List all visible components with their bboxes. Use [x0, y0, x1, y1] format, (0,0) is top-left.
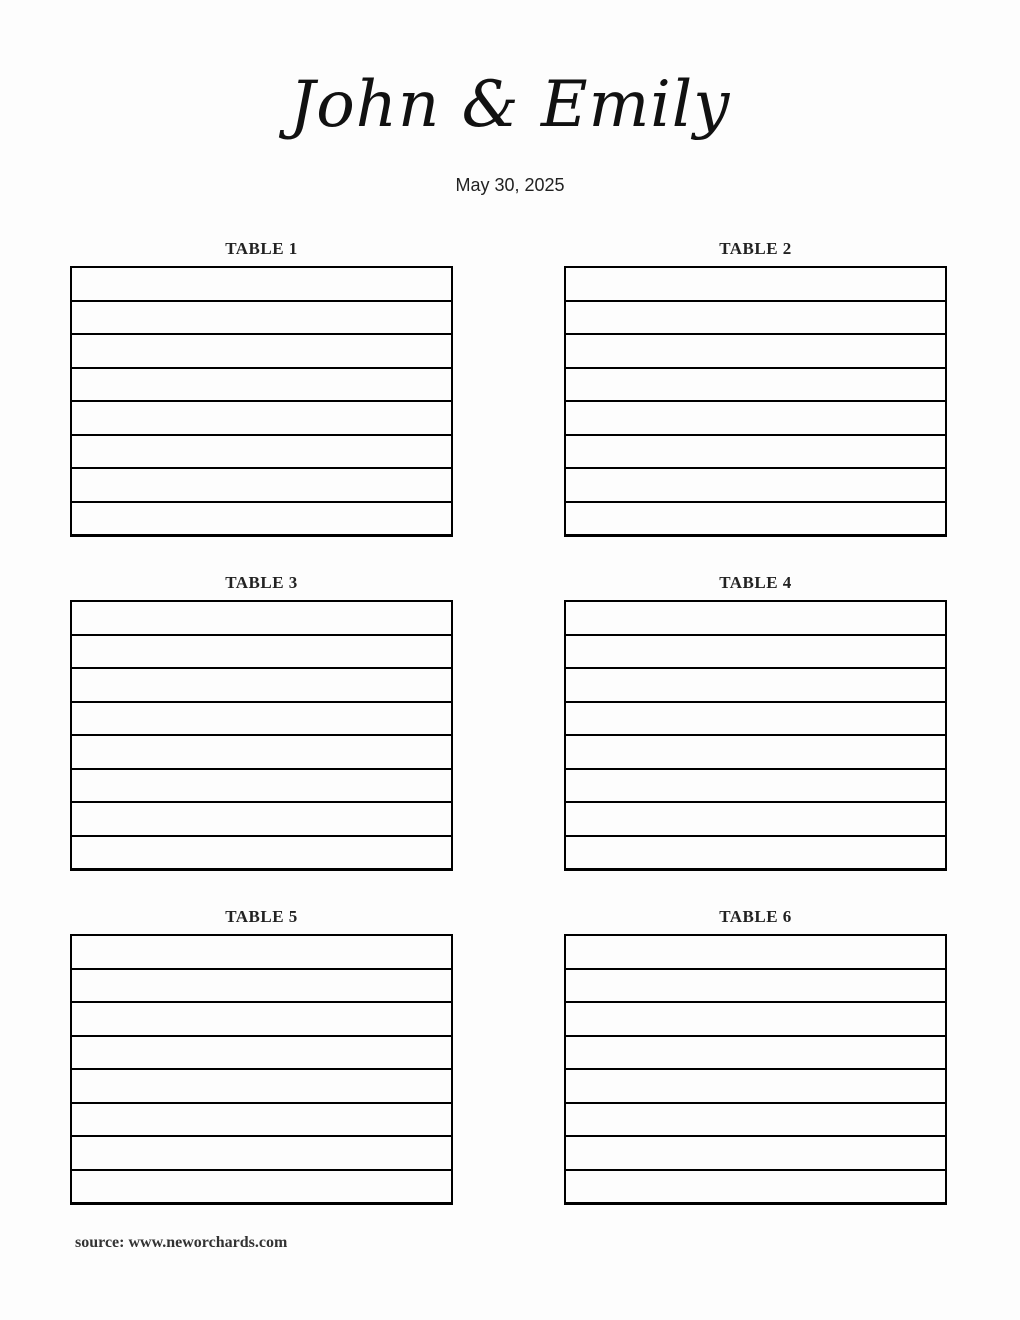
guest-row — [72, 669, 451, 703]
table-label: TABLE 6 — [719, 907, 792, 926]
table-label: TABLE 4 — [719, 573, 792, 592]
guest-row — [566, 736, 945, 770]
guest-row — [72, 770, 451, 804]
guest-row — [72, 268, 451, 302]
guest-row — [72, 602, 451, 636]
guest-row — [72, 970, 451, 1004]
guest-row — [566, 1070, 945, 1104]
guest-row — [566, 669, 945, 703]
guest-row — [72, 837, 451, 871]
guest-row — [72, 1104, 451, 1138]
guest-row — [566, 703, 945, 737]
guest-row — [72, 335, 451, 369]
guest-row — [566, 770, 945, 804]
table-block — [564, 573, 947, 871]
guest-row — [72, 1070, 451, 1104]
guest-row — [566, 302, 945, 336]
guest-list-grid — [70, 266, 453, 537]
guest-row — [566, 503, 945, 537]
guest-row — [566, 636, 945, 670]
guest-row — [566, 803, 945, 837]
guest-row — [566, 1003, 945, 1037]
guest-row — [72, 1037, 451, 1071]
table-block — [70, 239, 453, 537]
guest-row — [566, 1104, 945, 1138]
table-block — [564, 907, 947, 1205]
guest-list-grid — [564, 600, 947, 871]
guest-row — [566, 402, 945, 436]
guest-row — [72, 1137, 451, 1171]
table-label: TABLE 1 — [225, 239, 298, 258]
guest-row — [566, 469, 945, 503]
guest-row — [566, 436, 945, 470]
guest-row — [72, 369, 451, 403]
guest-row — [72, 402, 451, 436]
guest-row — [72, 636, 451, 670]
guest-row — [72, 936, 451, 970]
guest-row — [72, 469, 451, 503]
guest-row — [72, 803, 451, 837]
couple-names-title: John & Emily — [289, 68, 731, 142]
guest-row — [566, 936, 945, 970]
guest-row — [566, 1171, 945, 1205]
guest-list-grid — [564, 266, 947, 537]
guest-row — [72, 1003, 451, 1037]
guest-row — [72, 302, 451, 336]
guest-row — [566, 369, 945, 403]
guest-row — [566, 1037, 945, 1071]
table-block — [564, 239, 947, 537]
guest-row — [566, 1137, 945, 1171]
guest-row — [566, 268, 945, 302]
table-label: TABLE 5 — [225, 907, 298, 926]
guest-list-grid — [70, 934, 453, 1205]
guest-row — [72, 736, 451, 770]
guest-row — [72, 1171, 451, 1205]
guest-list-grid — [564, 934, 947, 1205]
table-block — [70, 573, 453, 871]
source-credit: source: www.neworchards.com — [75, 1234, 288, 1251]
guest-row — [566, 837, 945, 871]
table-label: TABLE 3 — [225, 573, 298, 592]
guest-row — [72, 436, 451, 470]
guest-row — [566, 602, 945, 636]
guest-row — [72, 703, 451, 737]
event-date: May 30, 2025 — [455, 175, 565, 195]
guest-row — [566, 335, 945, 369]
guest-row — [566, 970, 945, 1004]
guest-list-grid — [70, 600, 453, 871]
guest-row — [72, 503, 451, 537]
table-label: TABLE 2 — [719, 239, 792, 258]
table-block — [70, 907, 453, 1205]
